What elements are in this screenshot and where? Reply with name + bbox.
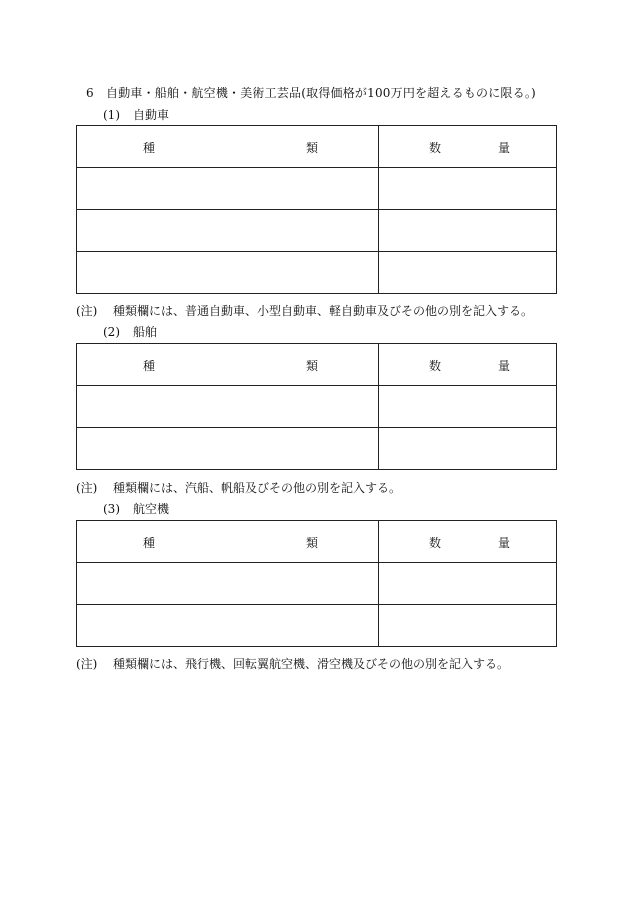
quantity-cell[interactable] <box>379 605 557 647</box>
table-row <box>77 168 557 210</box>
subsection-number: (2) <box>103 325 120 339</box>
note-text: 種類欄には、普通自動車、小型自動車、軽自動車及びその他の別を記入する。 <box>113 304 534 318</box>
kind-cell[interactable] <box>77 386 379 428</box>
subsection-label: 航空機 <box>133 502 170 516</box>
kind-cell[interactable] <box>77 210 379 252</box>
table-row <box>77 210 557 252</box>
note-prefix: (注) <box>76 657 98 671</box>
note-text: 種類欄には、飛行機、回転翼航空機、滑空機及びその他の別を記入する。 <box>113 657 510 671</box>
subsection-title-automobile <box>103 106 169 123</box>
quantity-header: 数 量 <box>379 126 557 168</box>
aircraft-table <box>76 520 557 647</box>
automobile-table <box>76 125 557 294</box>
quantity-cell[interactable] <box>379 210 557 252</box>
subsection-title-ship <box>103 323 157 340</box>
table-row <box>77 563 557 605</box>
note-text: 種類欄には、汽船、帆船及びその他の別を記入する。 <box>113 481 402 495</box>
quantity-cell[interactable] <box>379 168 557 210</box>
table-header-row <box>77 126 557 168</box>
table-header-row <box>77 344 557 386</box>
ship-note <box>76 479 401 496</box>
subsection-title-aircraft <box>103 500 169 517</box>
aircraft-note <box>76 655 509 672</box>
quantity-cell[interactable] <box>379 563 557 605</box>
table-header-row <box>77 521 557 563</box>
subsection-label: 自動車 <box>133 108 170 122</box>
subsection-label: 船舶 <box>133 325 158 339</box>
quantity-header: 数 量 <box>379 344 557 386</box>
subsection-number: (3) <box>103 502 120 516</box>
ship-table <box>76 343 557 470</box>
kind-header: 種 類 <box>77 521 379 563</box>
section-heading: 6 自動車・船舶・航空機・美術工芸品(取得価格が100万円を超えるものに限る。) <box>86 86 536 100</box>
quantity-cell[interactable] <box>379 428 557 470</box>
quantity-cell[interactable] <box>379 252 557 294</box>
table-row <box>77 386 557 428</box>
quantity-header: 数 量 <box>379 521 557 563</box>
kind-header: 種 類 <box>77 344 379 386</box>
kind-cell[interactable] <box>77 168 379 210</box>
automobile-note <box>76 302 533 319</box>
note-prefix: (注) <box>76 481 98 495</box>
table-row <box>77 605 557 647</box>
note-prefix: (注) <box>76 304 98 318</box>
kind-cell[interactable] <box>77 605 379 647</box>
quantity-cell[interactable] <box>379 386 557 428</box>
subsection-number: (1) <box>103 108 120 122</box>
kind-header: 種 類 <box>77 126 379 168</box>
kind-cell[interactable] <box>77 252 379 294</box>
table-row <box>77 252 557 294</box>
kind-cell[interactable] <box>77 428 379 470</box>
table-row <box>77 428 557 470</box>
kind-cell[interactable] <box>77 563 379 605</box>
